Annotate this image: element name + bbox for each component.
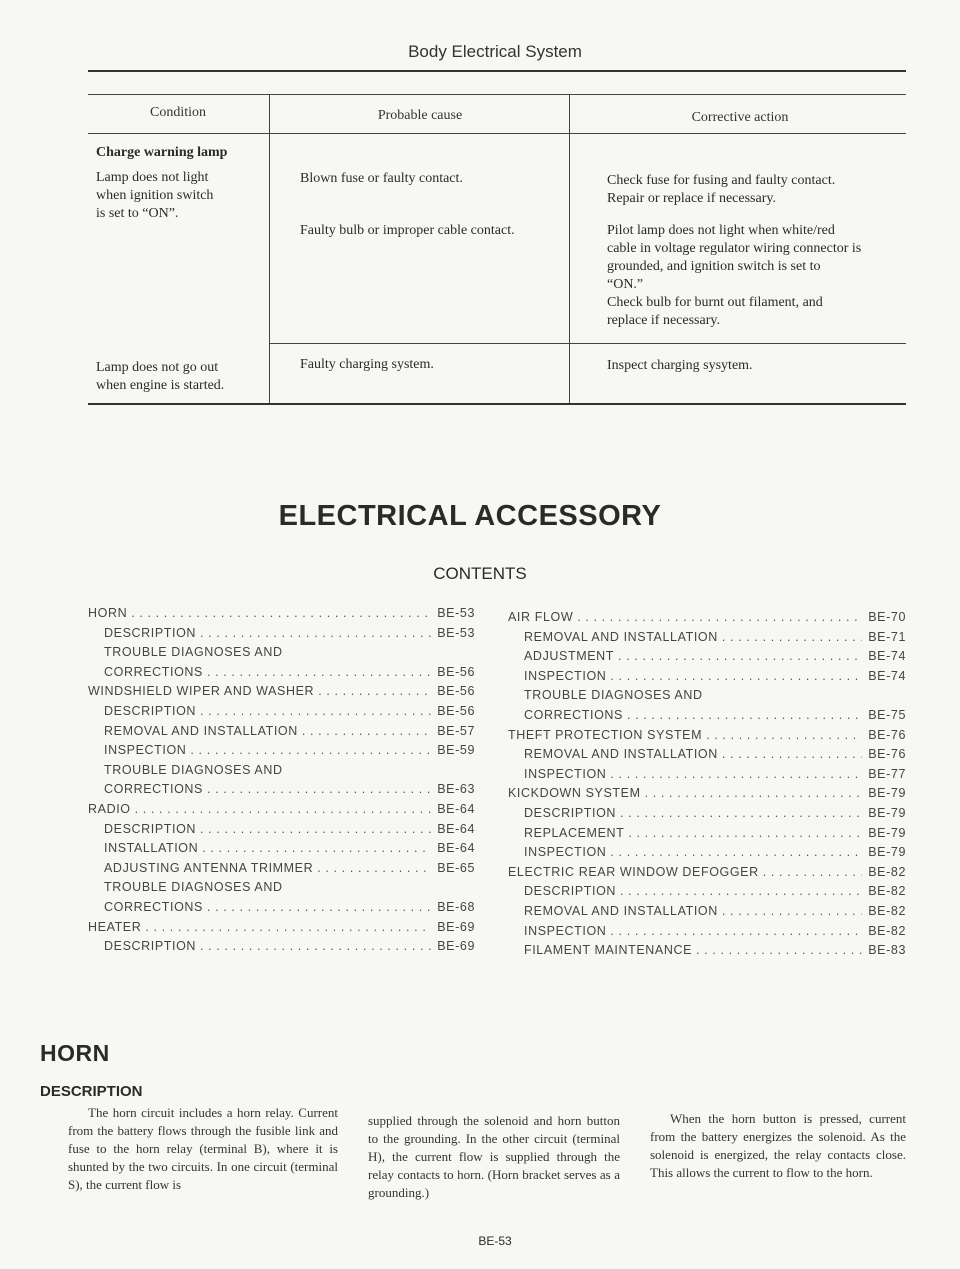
toc-leader-dots (145, 920, 431, 934)
toc-entry (88, 684, 475, 698)
toc-label: DESCRIPTION (524, 806, 617, 820)
toc-page: BE-77 (868, 766, 906, 781)
toc-entry (524, 924, 906, 938)
toc-label: REMOVAL AND INSTALLATION (524, 904, 718, 918)
toc-entry (88, 920, 475, 934)
toc-leader-dots (610, 669, 862, 683)
action-2: Inspect charging sysytem. (607, 358, 753, 373)
action-1b-line: cable in voltage regulator wiring connector is (607, 241, 862, 256)
section-title: ELECTRICAL ACCESSORY (278, 500, 662, 532)
toc-entry (524, 747, 906, 761)
toc-entry (104, 822, 475, 836)
toc-entry (524, 826, 906, 840)
toc-leader-dots (618, 649, 862, 663)
toc-leader-dots (696, 943, 862, 957)
toc-entry (104, 724, 475, 738)
condition-2 (96, 359, 224, 395)
toc-label: TROUBLE DIAGNOSES AND (104, 762, 283, 777)
toc-label: ELECTRIC REAR WINDOW DEFOGGER (508, 864, 759, 879)
toc-leader-dots (207, 782, 431, 796)
toc-label: INSPECTION (524, 668, 607, 683)
toc-page: BE-53 (437, 625, 475, 640)
action-1a-line: Repair or replace if necessary. (607, 191, 776, 206)
toc-entry (508, 728, 906, 742)
toc-page: BE-69 (437, 919, 475, 934)
toc-entry (524, 630, 906, 644)
toc-leader-dots (645, 786, 863, 800)
toc-page: BE-57 (437, 723, 475, 738)
toc-leader-dots (577, 610, 862, 624)
toc-leader-dots (722, 904, 862, 918)
toc-entry (104, 626, 475, 640)
toc-page: BE-74 (868, 649, 906, 664)
toc-leader-dots (722, 630, 862, 644)
cause-1b: Faulty bulb or improper cable contact. (300, 223, 515, 238)
toc-page: BE-82 (868, 904, 906, 918)
toc-leader-dots (131, 606, 431, 620)
table-header-rule (88, 133, 906, 134)
toc-entry (104, 743, 475, 757)
toc-label: REMOVAL AND INSTALLATION (524, 747, 718, 762)
toc-entry (104, 782, 475, 796)
toc-label: CORRECTIONS (104, 782, 203, 797)
action-1b (607, 222, 897, 330)
toc-page: BE-59 (437, 743, 475, 758)
toc-label: FILAMENT MAINTENANCE (524, 943, 693, 958)
toc-label: CORRECTIONS (524, 708, 623, 722)
toc-entry (104, 645, 475, 659)
toc-page: BE-76 (868, 747, 906, 762)
toc-label: REPLACEMENT (524, 825, 625, 840)
toc-label: INSTALLATION (104, 841, 199, 856)
toc-page: BE-70 (868, 610, 906, 624)
toc-page: BE-71 (868, 629, 906, 644)
toc-page: BE-75 (868, 708, 906, 722)
toc-entry (524, 904, 906, 918)
toc-leader-dots (200, 626, 431, 640)
toc-label: THEFT PROTECTION SYSTEM (508, 727, 703, 742)
toc-leader-dots (610, 767, 862, 781)
toc-leader-dots (207, 665, 431, 679)
toc-entry (88, 802, 475, 816)
description-heading: DESCRIPTION (40, 1083, 143, 1100)
toc-leader-dots (202, 841, 431, 855)
toc-label: REMOVAL AND INSTALLATION (104, 723, 298, 738)
toc-leader-dots (722, 747, 862, 761)
toc-page: BE-64 (437, 841, 475, 856)
table-divider-2 (569, 94, 570, 404)
condition-2-line: Lamp does not go out (96, 360, 219, 375)
toc-label: DESCRIPTION (104, 704, 197, 718)
toc-entry (104, 704, 475, 718)
toc-leader-dots (207, 900, 431, 914)
toc-page: BE-53 (437, 606, 475, 620)
toc-page: BE-74 (868, 668, 906, 683)
toc-page: BE-82 (868, 864, 906, 879)
toc-label: REMOVAL AND INSTALLATION (524, 629, 718, 644)
toc-entry (508, 865, 906, 879)
toc-entry (104, 880, 475, 894)
toc-entry (524, 884, 906, 898)
action-1b-line: “ON.” (607, 277, 644, 292)
toc-entry (524, 649, 906, 663)
horn-heading: HORN (40, 1040, 110, 1066)
toc-label: HEATER (88, 919, 142, 934)
action-1b-line: grounded, and ignition switch is set to (607, 259, 821, 274)
toc-leader-dots (706, 728, 862, 742)
toc-page: BE-65 (437, 860, 475, 875)
toc-page: BE-56 (437, 704, 475, 718)
table-top-rule (88, 94, 906, 95)
toc-page: BE-79 (868, 786, 906, 801)
toc-leader-dots (190, 743, 431, 757)
page-number: BE-53 (478, 1234, 512, 1248)
row-rule (269, 343, 906, 344)
column-header-probable-cause: Probable cause (377, 108, 463, 123)
toc-page: BE-69 (437, 939, 475, 954)
toc-label: AIR FLOW (508, 610, 574, 624)
toc-leader-dots (135, 802, 432, 816)
toc-leader-dots (620, 884, 862, 898)
cause-1a: Blown fuse or faulty contact. (300, 171, 463, 186)
toc-label: INSPECTION (524, 766, 607, 781)
toc-leader-dots (763, 865, 863, 879)
action-1b-line: replace if necessary. (607, 313, 720, 328)
toc-page: BE-79 (868, 845, 906, 860)
toc-page: BE-79 (868, 806, 906, 820)
toc-page: BE-63 (437, 782, 475, 797)
toc-label: TROUBLE DIAGNOSES AND (104, 880, 283, 895)
toc-leader-dots (200, 822, 431, 836)
toc-leader-dots (200, 704, 431, 718)
toc-label: INSPECTION (104, 743, 187, 758)
toc-leader-dots (620, 806, 862, 820)
toc-page: BE-56 (437, 684, 475, 699)
toc-entry (104, 763, 475, 777)
toc-label: DESCRIPTION (104, 939, 197, 954)
toc-leader-dots (610, 924, 862, 938)
toc-label: RADIO (88, 802, 131, 816)
toc-label: ADJUSTING ANTENNA TRIMMER (104, 860, 314, 875)
condition-1 (96, 169, 213, 223)
toc-entry (524, 943, 906, 957)
toc-entry (104, 939, 475, 953)
toc-label: DESCRIPTION (104, 821, 197, 836)
toc-page: BE-68 (437, 900, 475, 914)
toc-label: TROUBLE DIAGNOSES AND (104, 645, 283, 660)
toc-page: BE-76 (868, 727, 906, 742)
toc-entry (88, 606, 475, 620)
body-column-2: supplied through the solenoid and horn button to the grounding. In the other circuit (terminal H), the current flow is supplied through the relay contacts to horn. (Horn bracket serves as a grounding.) (368, 1113, 620, 1200)
cause-2: Faulty charging system. (300, 357, 434, 372)
body-column-3: When the horn button is pressed, current from the battery energizes the solenoid. As the solenoid is energized, the relay contacts close. This allows the current to flow to the horn. (650, 1111, 906, 1180)
toc-label: TROUBLE DIAGNOSES AND (524, 688, 703, 703)
action-1b-line: Check bulb for burnt out filament, and (607, 295, 823, 310)
toc-entry (508, 610, 906, 624)
toc-label: DESCRIPTION (524, 884, 617, 899)
column-header-corrective-action: Corrective action (691, 110, 789, 125)
condition-1-line: when ignition switch (96, 188, 214, 203)
toc-entry (524, 767, 906, 781)
toc-entry (524, 669, 906, 683)
toc-entry (104, 665, 475, 679)
toc-entry (524, 845, 906, 859)
trouble-table (0, 0, 960, 420)
group-title: Charge warning lamp (96, 145, 228, 160)
toc-page: BE-83 (868, 943, 906, 958)
toc-leader-dots (318, 684, 431, 698)
toc-page: BE-82 (868, 923, 906, 938)
action-1b-line: Pilot lamp does not light when white/red (607, 223, 835, 238)
toc-label: HORN (88, 606, 128, 620)
table-divider-1 (269, 94, 270, 404)
action-1a-line: Check fuse for fusing and faulty contact. (607, 173, 836, 188)
body-column-1: The horn circuit includes a horn relay. Current from the battery flows through the fusible link and fuse to the horn relay (terminal B), where it is shunted by the two circuits. In one circuit (terminal S), the current flow is (68, 1105, 338, 1192)
toc-entry (524, 688, 906, 702)
toc-label: WINDSHIELD WIPER AND WASHER (88, 684, 315, 699)
condition-1-line: is set to “ON”. (96, 206, 179, 221)
toc-page: BE-64 (437, 821, 475, 836)
action-1a (607, 172, 835, 208)
toc-label: KICKDOWN SYSTEM (508, 786, 641, 801)
toc-leader-dots (610, 845, 862, 859)
toc-label: CORRECTIONS (104, 664, 203, 679)
toc-label: CORRECTIONS (104, 900, 203, 914)
condition-1-line: Lamp does not light (96, 170, 209, 185)
column-header-condition: Condition (149, 105, 206, 120)
toc-page: BE-79 (868, 825, 906, 840)
toc-entry (508, 786, 906, 800)
toc-label: DESCRIPTION (104, 625, 197, 640)
toc-leader-dots (628, 826, 862, 840)
contents-title: CONTENTS (433, 564, 527, 583)
toc-label: ADJUSTMENT (524, 649, 615, 664)
toc-label: INSPECTION (524, 923, 607, 938)
toc-leader-dots (317, 861, 431, 875)
condition-2-line: when engine is started. (96, 378, 225, 393)
page-header-title: Body Electrical System (408, 42, 582, 61)
toc-page: BE-82 (868, 884, 906, 899)
toc-entry (104, 861, 475, 875)
toc-entry (104, 900, 475, 914)
toc-page: BE-56 (437, 664, 475, 679)
toc-entry (524, 708, 906, 722)
toc-leader-dots (200, 939, 431, 953)
toc-label: INSPECTION (524, 845, 607, 860)
toc-page: BE-64 (437, 802, 475, 816)
toc-entry (104, 841, 475, 855)
toc-leader-dots (302, 724, 431, 738)
toc-leader-dots (627, 708, 862, 722)
table-bottom-rule (88, 403, 906, 405)
toc-entry (524, 806, 906, 820)
